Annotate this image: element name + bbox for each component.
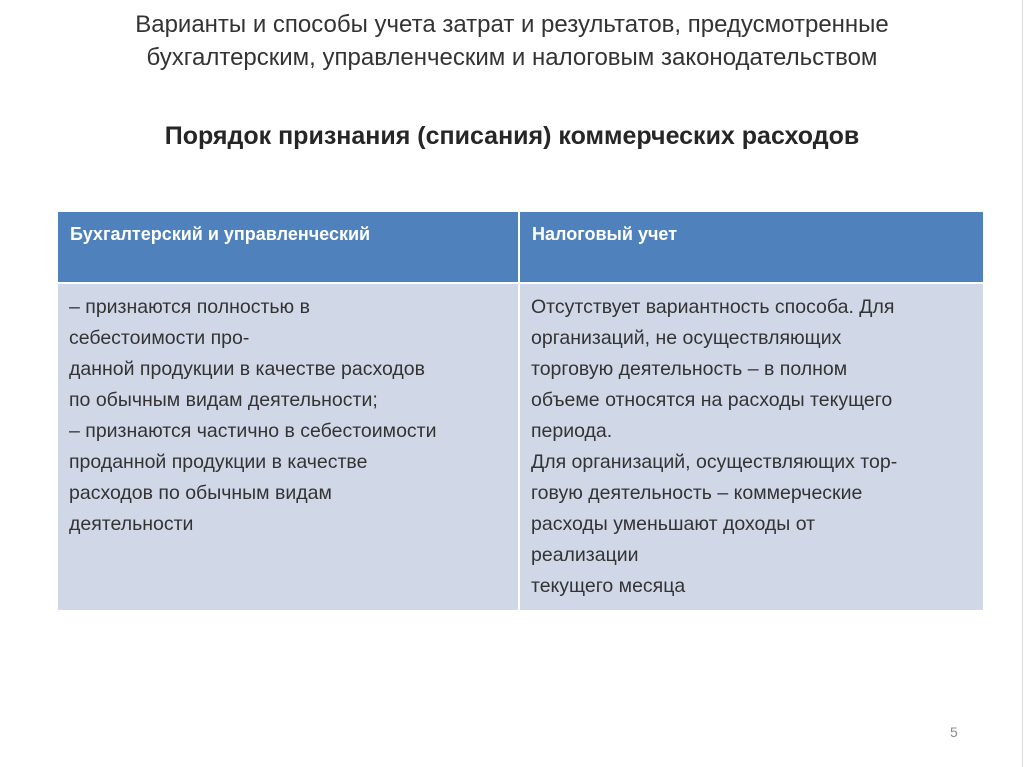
table-header-row	[58, 212, 983, 282]
table-row	[58, 282, 983, 610]
cell-line: говую деятельность – коммерческие	[531, 482, 863, 504]
cell-line: расходов по обычным видам	[69, 482, 332, 504]
header-accounting: Бухгалтерский и управленческий	[58, 212, 520, 282]
cell-line: Отсутствует вариантность способа. Для	[531, 296, 895, 318]
comparison-table	[58, 212, 983, 610]
cell-line: проданной продукции в качестве	[69, 451, 368, 473]
cell-line: периода.	[531, 420, 613, 442]
cell-line: данной продукции в качестве расходов	[69, 358, 425, 380]
cell-line: объеме относятся на расходы текущего	[531, 389, 893, 411]
slide-title	[40, 8, 984, 74]
cell-line: Для организаций, осуществляющих тор-	[531, 451, 898, 473]
slide-edge-divider	[1022, 0, 1023, 767]
cell-line: торговую деятельность – в полном	[531, 358, 848, 380]
page-number: 5	[950, 724, 958, 740]
slide-subtitle: Порядок признания (списания) коммерческих расходов	[164, 122, 860, 150]
cell-line: – признаются частично в себестоимости	[69, 420, 437, 442]
cell-line: расходы уменьшают доходы от	[531, 513, 816, 535]
header-tax: Налоговый учет	[520, 212, 983, 282]
cell-accounting	[58, 282, 520, 610]
cell-line: реализации	[531, 544, 639, 566]
cell-line: себестоимости про-	[69, 327, 250, 349]
cell-line: организаций, не осуществляющих	[531, 327, 842, 349]
cell-line: деятельности	[69, 513, 194, 535]
cell-line: – признаются полностью в	[69, 296, 310, 318]
cell-line: по обычным видам деятельности;	[69, 389, 378, 411]
slide-title-line-1: Варианты и способы учета затрат и результатов, предусмотренные	[135, 11, 889, 38]
cell-line: текущего месяца	[531, 575, 686, 597]
cell-tax	[520, 282, 983, 610]
slide-title-line-2: бухгалтерским, управленческим и налоговым законодательством	[146, 44, 878, 71]
